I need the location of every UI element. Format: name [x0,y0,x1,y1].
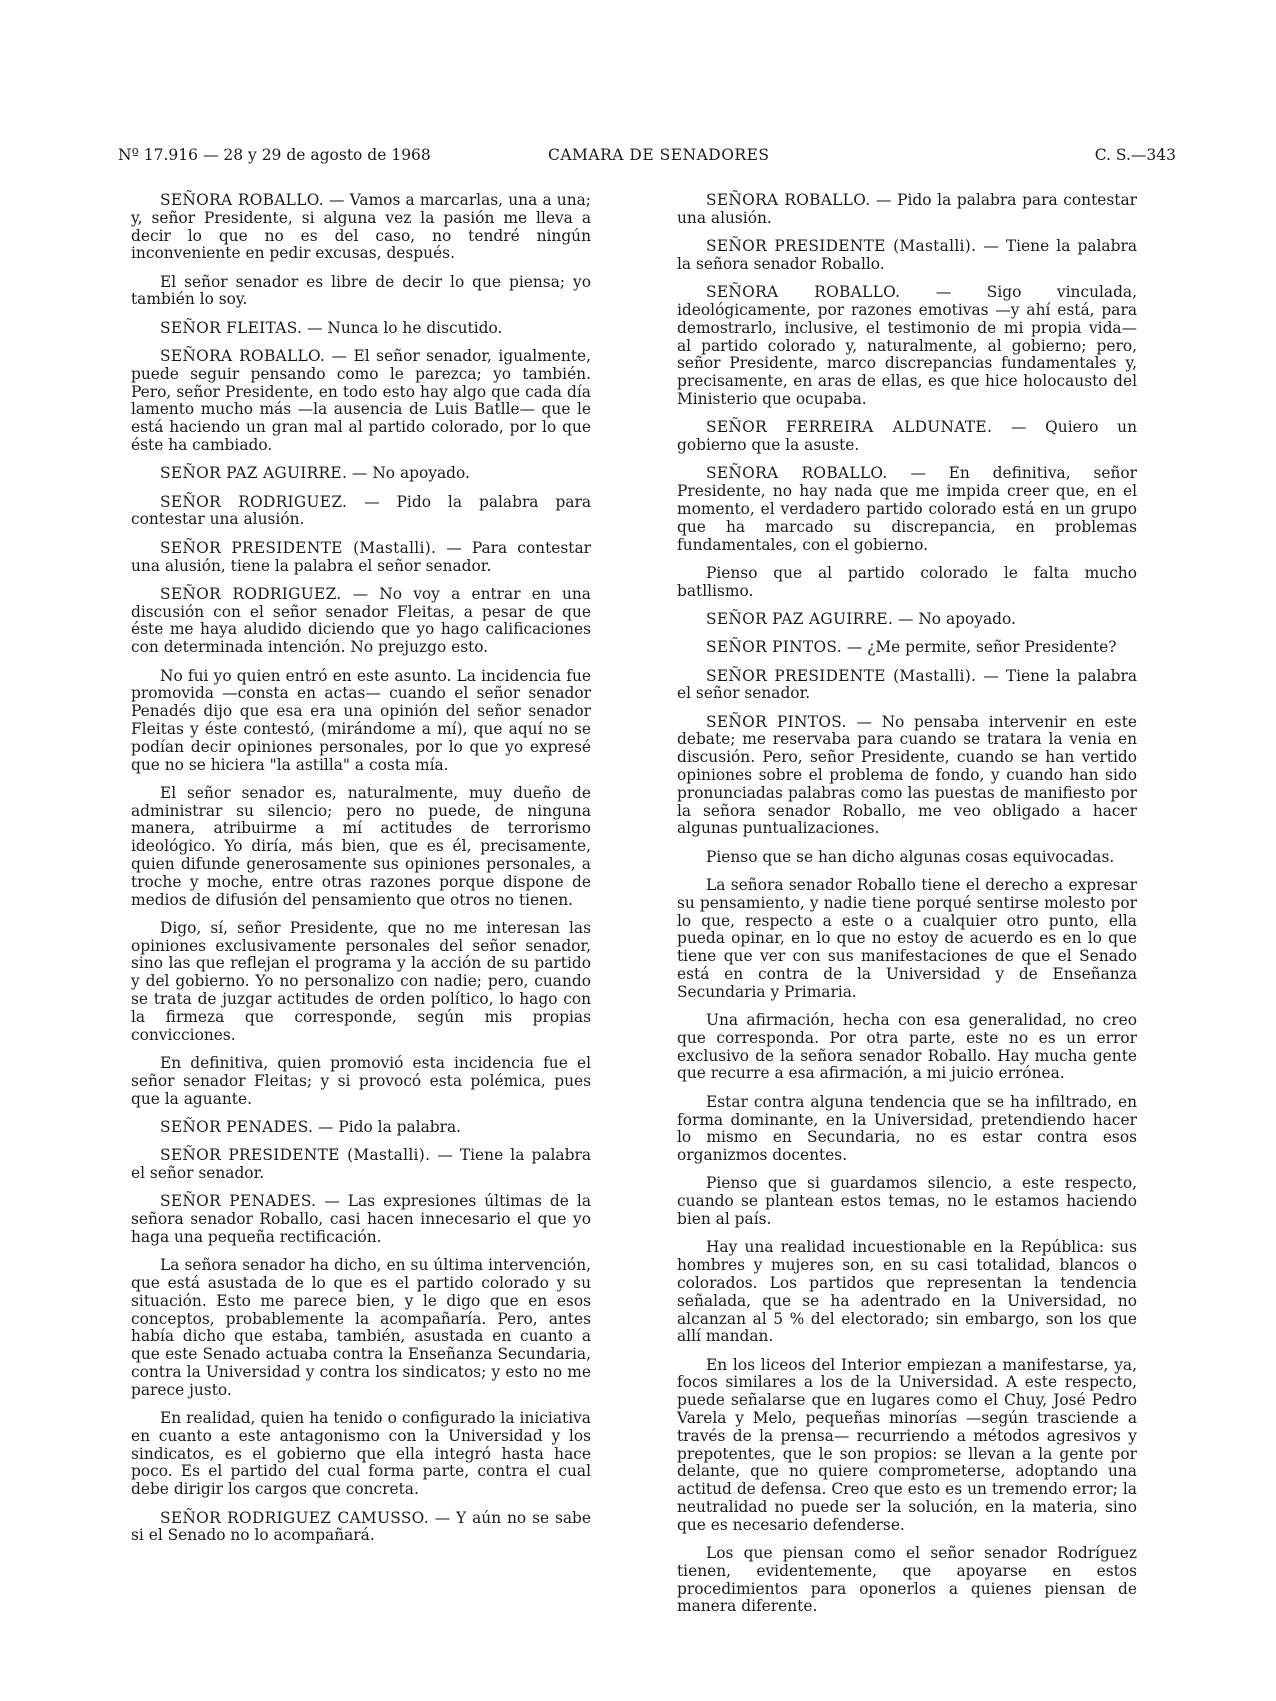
paragraph-text: — ¿Me permite, señor Presidente? [841,638,1117,657]
speaker-name: SEÑOR PINTOS. [706,712,847,731]
paragraph [131,668,591,775]
speaker-name: SEÑOR PAZ AGUIRRE. [160,464,348,483]
paragraph [677,714,1137,839]
paragraph-text: — No apoyado. [893,609,1016,628]
paragraph-text: En los liceos del Interior empiezan a manifestarse, ya, focos similares a los de la Universidad. A este respecto, puede señalarse que en lugares como el Chuy, José Pedro Varela y Melo, pequeñas minorías —según trasciende a través de la prensa— recurriendo a métodos agresivos y prepotentes, que le son propios: se llevan a la gente por delante, que no quiere comprometerse, adoptando una actitud de defensa. Creo que esto es un tremendo error; la neutralidad no puede ser la solución, en la materia, sino que es necesario defenderse. [677,1355,1137,1534]
paragraph [131,1119,591,1137]
paragraph [677,238,1137,274]
paragraph [677,1094,1137,1165]
paragraph [131,320,591,338]
paragraph [131,785,591,910]
paragraph-text: Pienso que si guardamos silencio, a este respecto, cuando se plantean estos temas, no le estamos haciendo bien al país. [677,1174,1137,1229]
paragraph-text: — No apoyado. [347,464,470,483]
right-column [677,192,1137,1627]
speaker-name: SEÑOR PRESIDENTE (Mastalli). [706,237,977,256]
speaker-name: SEÑOR PENADES. [160,1117,314,1136]
paragraph-text: Estar contra alguna tendencia que se ha infiltrado, en forma dominante, en la Universidad, pretendiendo hacer lo mismo en Secundaria, no es estar contra esos organizmos docentes. [677,1092,1137,1165]
paragraph [677,284,1137,409]
paragraph-text: Los que piensan como el señor senador Rodríguez tienen, evidentemente, que apoyarse en estos procedimientos para oponerlos a quienes piensan de manera diferente. [677,1544,1137,1616]
paragraph [677,1357,1137,1535]
paragraph-text: — Y aún no se sabe si el Senado no lo acompañará. [131,1508,592,1545]
paragraph [131,494,591,530]
paragraph [131,1193,591,1246]
speaker-name: SEÑOR FLEITAS. [160,318,303,337]
page-header [118,146,1176,170]
speaker-name: SEÑOR PRESIDENTE (Mastalli). [160,538,437,557]
speaker-name: SEÑOR PINTOS. [706,638,842,657]
paragraph-text: — El señor senador, igualmente, puede seguir pensando como le parezca; yo también. Pero, señor Presidente, en todo esto hay algo que cada día lamento mucho más —la ausencia de Luis Batlle— que le está haciendo un gran mal al partido colorado, por lo que éste ha cambiado. [131,347,592,455]
paragraph-text: — No pensaba intervenir en este debate; me reservaba para cuando se tratara la venia en discusión. Pero, señor Presidente, cuando se han vertido opiniones sobre el problema de fondo, y cuando han sido pronunciadas palabras como las puestas de manifiesto por la señora senador Roballo, me veo obligado a hacer algunas puntualizaciones. [677,712,1137,838]
paragraph-text: — Para contestar una alusión, tiene la palabra el señor senador. [131,538,591,575]
paragraph-text: — Tiene la palabra el señor senador. [677,666,1137,703]
speaker-name: SEÑOR RODRIGUEZ. [160,584,342,603]
paragraph-text: — Pido la palabra. [313,1117,462,1136]
left-column [131,192,591,1556]
paragraph-text: En definitiva, quien promovió esta incidencia fue el señor senador Fleitas; y si provocó esta polémica, pues que la aguante. [131,1053,591,1108]
paragraph-text: — No voy a entrar en una discusión con el señor senador Fleitas, a pesar de que éste me haya aludido diciendo que yo hago calificaciones con determinada intención. No prejuzgo esto. [131,584,591,657]
paragraph [677,192,1137,228]
paragraph [131,1510,591,1546]
speaker-name: SEÑOR PRESIDENTE (Mastalli). [160,1146,431,1165]
paragraph [131,586,591,657]
chamber-title: CAMARA DE SENADORES [548,146,770,164]
paragraph [131,348,591,455]
paragraph-text: Pienso que se han dicho algunas cosas equivocadas. [706,847,1115,866]
paragraph [677,1175,1137,1228]
paragraph [677,877,1137,1002]
paragraph [677,465,1137,554]
paragraph [131,1257,591,1399]
paragraph-text: Una afirmación, hecha con esa generalidad, no creo que corresponda. Por otra parte, este no es un error exclusivo de la señora senador Roballo. Hay mucha gente que recurre a esa afirmación, a mi juicio errónea. [677,1011,1137,1083]
speaker-name: SEÑORA ROBALLO. [160,191,324,209]
speaker-name: SEÑOR PENADES. [160,1192,317,1211]
issue-date: Nº 17.916 — 28 y 29 de agosto de 1968 [118,146,431,164]
paragraph-text: — Quiero un gobierno que la asuste. [677,418,1138,455]
paragraph-text: — Vamos a marcarlas, una a una; y, señor Presidente, si alguna vez la pasión me lleva a decir lo que no es del caso, no tendré ningún inconveniente en pedir excusas, después. [131,191,591,263]
page-number: C. S.—343 [1094,146,1176,164]
paragraph-text: No fui yo quien entró en este asunto. La incidencia fue promovida —consta en actas— cuando el señor senador Penadés dijo que esa era una opinión del señor senador Fleitas y éste contestó, (mirándome a mí), que aquí no se podían decir opiniones personales, por lo que yo expresé que no se hiciera "la astilla" a costa mía. [131,666,591,774]
paragraph [131,1147,591,1183]
paragraph-text: El señor senador es, naturalmente, muy dueño de administrar su silencio; pero no puede, de ninguna manera, atribuirme a mí actitudes de terrorismo ideológico. Yo diría, más bien, que es él, precisamente, quien difunde generosamente sus opiniones personales, a troche y moche, entre otras razones porque dispone de medios de difusión del pensamiento que otros no tienen. [131,783,591,909]
speaker-name: SEÑORA ROBALLO. [706,283,901,302]
speaker-name: SEÑORA ROBALLO. [706,464,888,483]
paragraph [131,465,591,483]
speaker-name: SEÑOR RODRIGUEZ. [160,492,348,511]
paragraph-text: Digo, sí, señor Presidente, que no me interesan las opiniones exclusivamente personales del señor senador, sino las que reflejan el programa y la acción de su partido y del gobierno. Yo no personalizo con nadie; pero, cuando se trata de juzgar actitudes de orden político, lo hago con la firmeza que corresponde, según mis propias convicciones. [131,918,591,1044]
paragraph-text: La señora senador ha dicho, en su última intervención, que está asustada de lo que es el partido colorado y su situación. Esto me parece bien, y le digo que en esos conceptos, probablemente la acompañaría. Pero, antes había dicho que estaba, también, asustada en cuanto a que este Senado actuaba contra la Enseñanza Secundaria, contra la Universidad y contra los sindicatos; y esto no me parece justo. [131,1256,591,1399]
speaker-name: SEÑOR FERREIRA ALDUNATE. [706,418,993,437]
paragraph [131,920,591,1045]
speaker-name: SEÑOR RODRIGUEZ CAMUSSO. [160,1508,429,1527]
paragraph [677,849,1137,867]
paragraph-text: — Sigo vinculada, ideológicamente, por razones emotivas —y ahí está, para demostrarlo, inclusive, el testimonio de mi propia vida— al partido colorado y, naturalmente, al gobierno; pero, señor Presidente, marco discrepancias fundamentales y, precisamente, en aras de ellas, es que hice holocausto del Ministerio que ocupaba. [677,283,1137,408]
paragraph [677,1239,1137,1346]
paragraph-text: — Tiene la palabra el señor senador. [131,1146,591,1182]
paragraph-text: La señora senador Roballo tiene el derecho a expresar su pensamiento, y nadie tiene porqué sentirse molesto por lo que, respecto a este o a cualquier otro punto, ella pueda opinar, en lo que no estoy de acuerdo es en lo que tiene que ver con sus manifestaciones de que el Senado está en contra de la Universidad y de Enseñanza Secundaria y Primaria. [677,876,1137,1001]
paragraph-text: — Las expresiones últimas de la señora senador Roballo, casi hacen innecesario el que yo haga una pequeña rectificación. [131,1192,591,1246]
paragraph [677,668,1137,704]
paragraph-text: — Tiene la palabra la señora senador Roballo. [677,237,1137,273]
paragraph-text: — En definitiva, señor Presidente, no hay nada que me impida creer que, en el momento, el verdadero partido colorado está en un grupo que ha marcado su discrepancia, en problemas fundamentales, con el gobierno. [677,464,1137,554]
paragraph [131,1055,591,1108]
speaker-name: SEÑOR PRESIDENTE (Mastalli). [706,666,977,685]
paragraph-text: En realidad, quien ha tenido o configurado la iniciativa en cuanto a este antagonismo con la Universidad y los sindicatos, es el gobierno que ella integró hasta hace poco. Es el partido del cual forma parte, contra el cual debe dirigir los cargos que concreta. [131,1409,591,1499]
paragraph [677,1012,1137,1083]
paragraph [131,1410,591,1499]
paragraph [131,274,591,310]
paragraph-text: — Pido la palabra para contestar una alusión. [677,191,1137,227]
paragraph-text: Hay una realidad incuestionable en la República: sus hombres y mujeres son, en su casi totalidad, blancos o colorados. Los partidos que representan la tendencia señalada, que se ha adentrado en la Universidad, no alcanzan al 5 % del electorado; sin embargo, son los que allí mandan. [677,1238,1137,1346]
speaker-name: SEÑORA ROBALLO. [706,191,871,209]
paragraph [677,611,1137,629]
paragraph [131,192,591,263]
paragraph-text: — Pido la palabra para contestar una alusión. [131,492,592,529]
speaker-name: SEÑOR PAZ AGUIRRE. [706,609,894,628]
paragraph [677,639,1137,657]
paragraph [677,565,1137,601]
paragraph-text: — Nunca lo he discutido. [302,318,503,337]
paragraph [131,540,591,576]
speaker-name: SEÑORA ROBALLO. [160,347,326,366]
paragraph-text: El señor senador es libre de decir lo que piensa; yo también lo soy. [131,272,591,309]
paragraph [677,1545,1137,1616]
paragraph-text: Pienso que al partido colorado le falta mucho batllismo. [677,563,1137,600]
paragraph [677,419,1137,455]
